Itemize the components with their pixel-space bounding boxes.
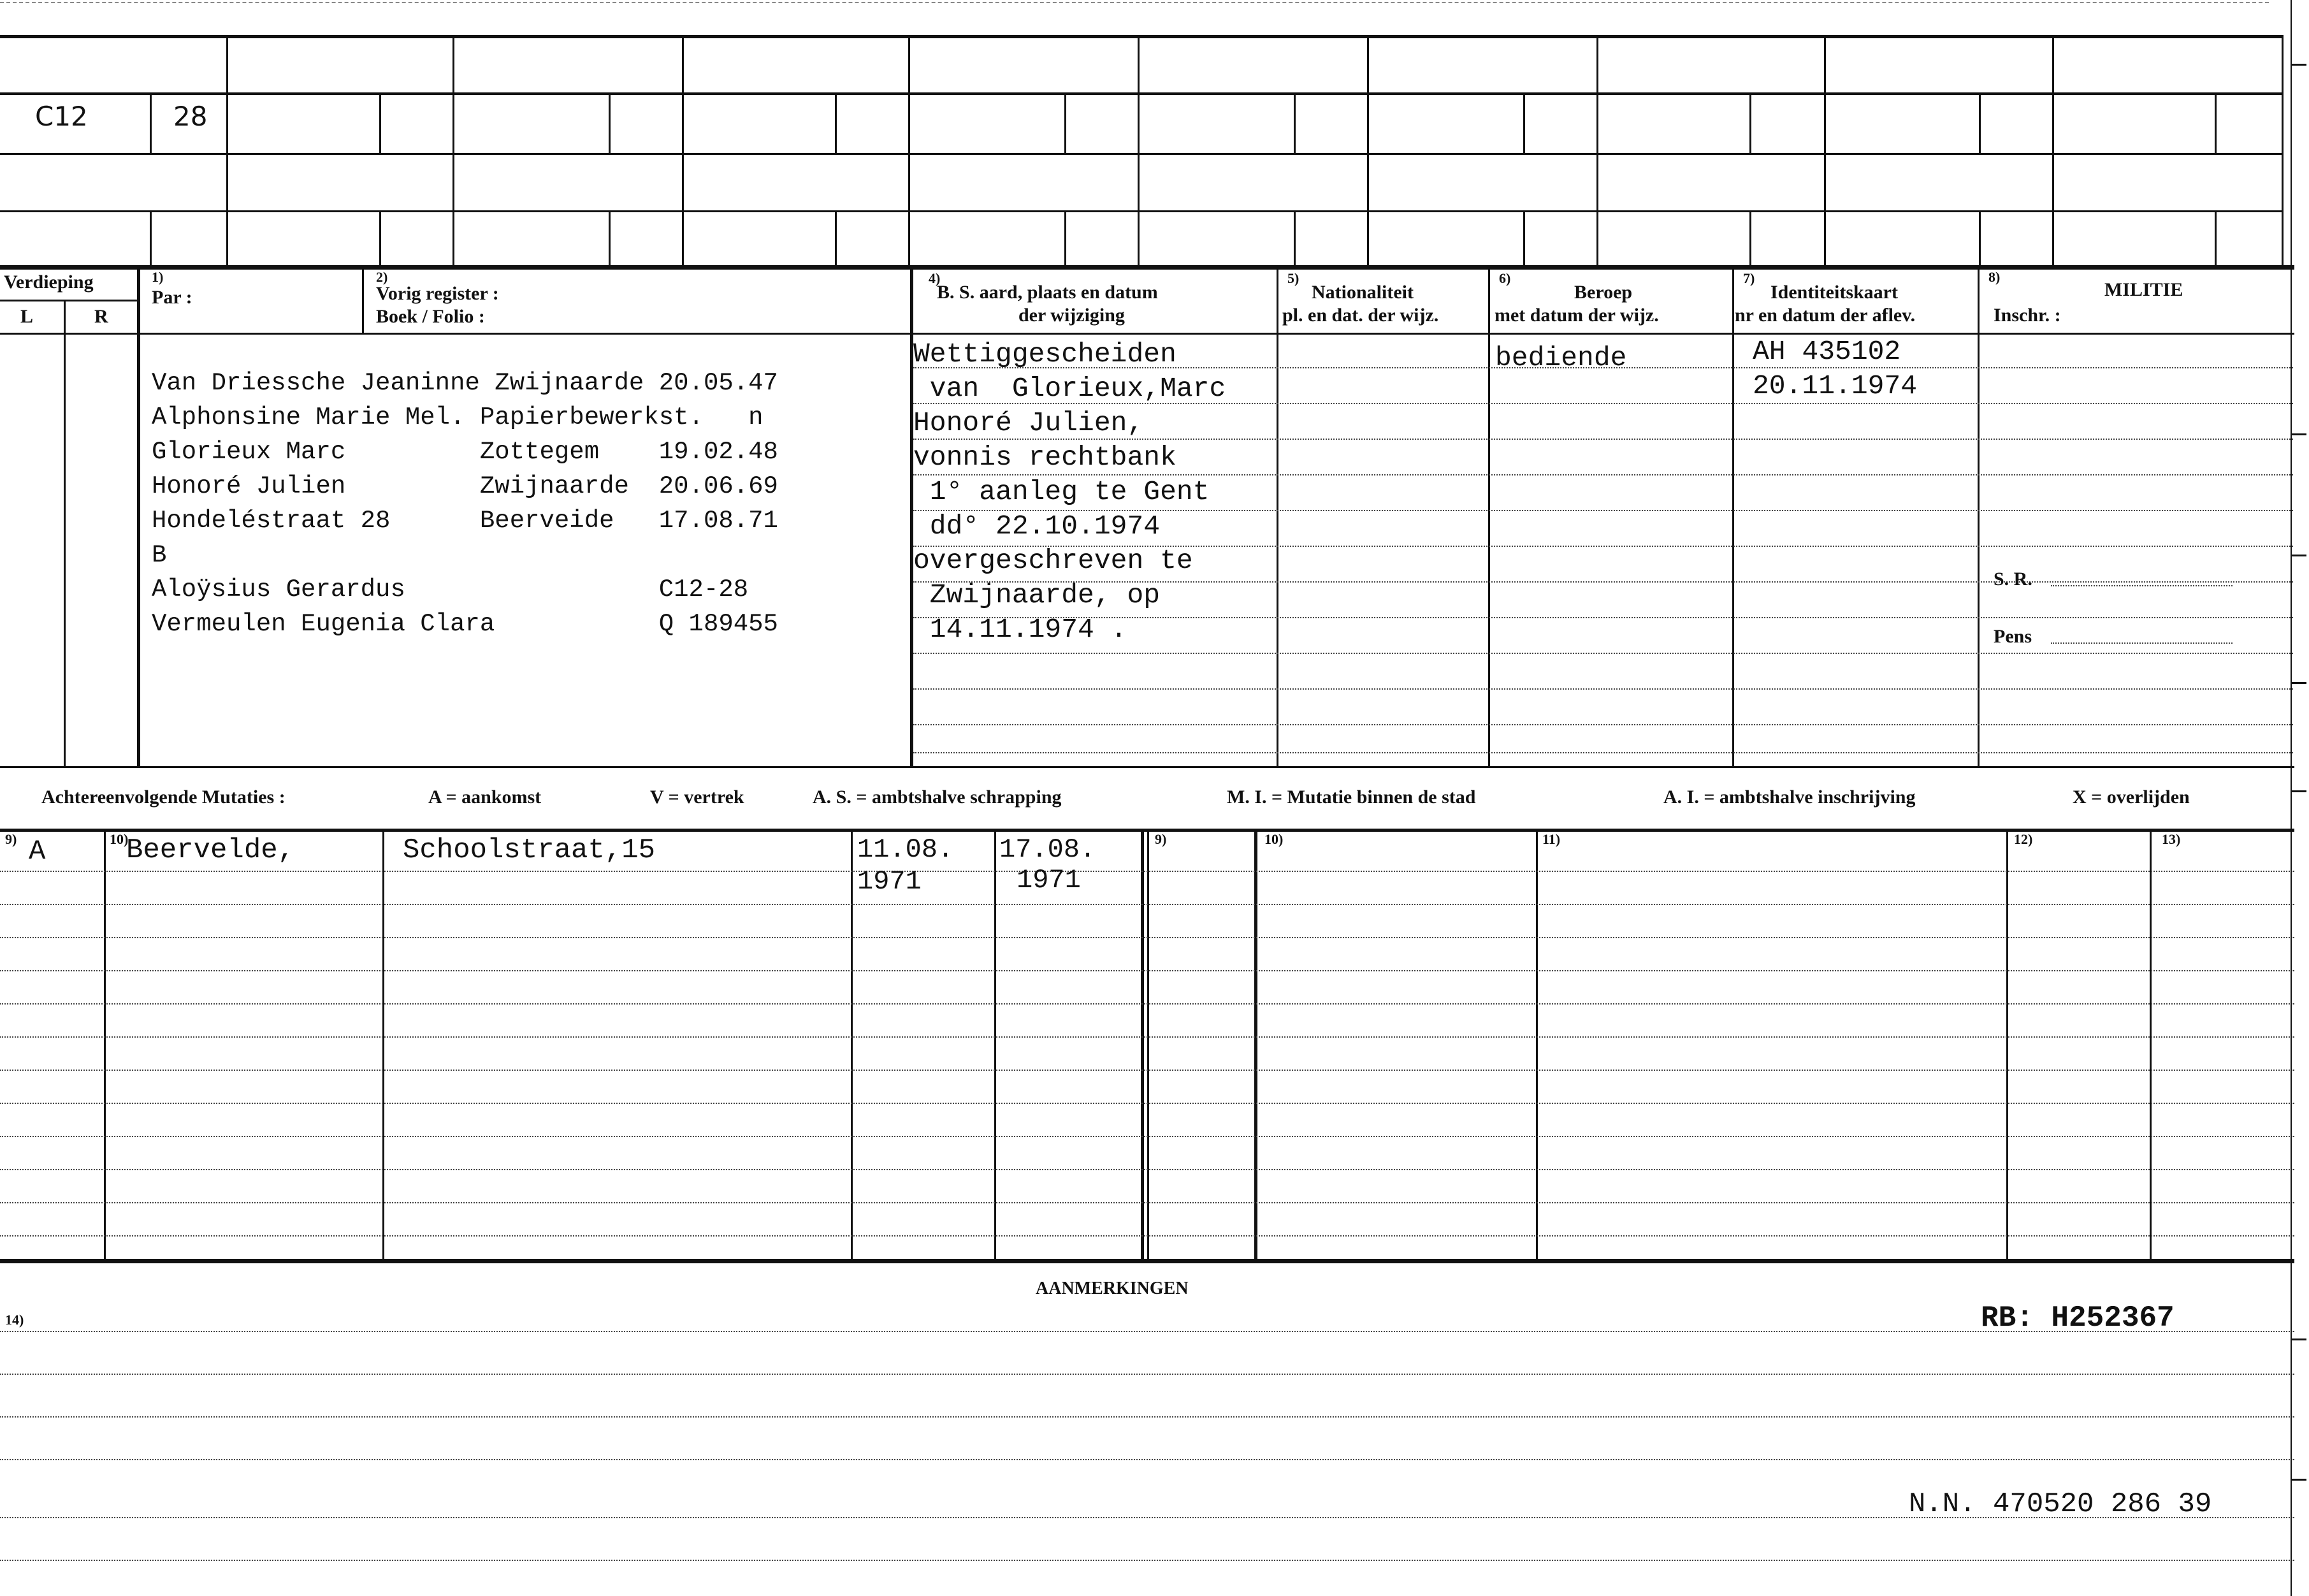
person-line: B <box>152 541 167 569</box>
legend-vertrek: V = vertrek <box>650 787 744 808</box>
col8-number: 8) <box>1988 269 2001 285</box>
person-line: Van Driessche Jeaninne Zwijnaarde 20.05.47 <box>152 369 778 397</box>
col2-number: 2) <box>376 269 388 285</box>
identiteitskaart-subheader: nr en datum der aflev. <box>1735 305 1916 326</box>
legend-ambtshalve-schrapping: A. S. = ambtshalve schrapping <box>813 787 1062 808</box>
mut-col9-number: 9) <box>5 831 17 847</box>
identiteitskaart-header: Identiteitskaart <box>1770 282 1898 303</box>
legend-overlijden: X = overlijden <box>2073 787 2190 808</box>
person-line: Honoré Julien Zwijnaarde 20.06.69 <box>152 472 778 500</box>
col7-number: 7) <box>1743 270 1755 286</box>
mut-col9b-number: 9) <box>1155 831 1167 847</box>
identity-card-number: AH 435102 <box>1753 336 1901 367</box>
col4-number: 4) <box>929 270 941 286</box>
mutations-title: Achtereenvolgende Mutaties : <box>41 787 286 808</box>
identity-card-date: 20.11.1974 <box>1753 370 1918 402</box>
mut-col12-number: 12) <box>2014 831 2033 847</box>
mutation-place: Beervelde, <box>126 834 295 866</box>
block-code: C12 <box>35 101 88 132</box>
person-line: Glorieux Marc Zottegem 19.02.48 <box>152 438 778 466</box>
civil-status-line: Wettiggescheiden <box>913 338 1176 370</box>
civil-status-line: 1° aanleg te Gent <box>913 476 1210 507</box>
beroep-subheader: met datum der wijz. <box>1495 305 1659 326</box>
nationaliteit-subheader: pl. en dat. der wijz. <box>1282 305 1439 326</box>
mut-col11-number: 11) <box>1542 831 1561 847</box>
par-label: Par : <box>152 287 192 308</box>
civil-status-line: Honoré Julien, <box>913 407 1144 439</box>
legend-ambtshalve-inschrijving: A. I. = ambtshalve inschrijving <box>1663 787 1916 808</box>
legend-mutatie-binnen: M. I. = Mutatie binnen de stad <box>1227 787 1476 808</box>
person-line: Hondeléstraat 28 Beerveide 17.08.71 <box>152 507 778 535</box>
civil-status-line: Zwijnaarde, op <box>913 579 1161 611</box>
rb-number: RB: H252367 <box>1981 1302 2175 1335</box>
mut-col13-number: 13) <box>2162 831 2181 847</box>
nn-number: N.N. 470520 286 39 <box>1909 1488 2212 1520</box>
remarks-number: 14) <box>5 1312 24 1328</box>
legend-aankomst: A = aankomst <box>428 787 542 808</box>
pens-label: Pens <box>1994 626 2032 647</box>
civil-status-line: dd° 22.10.1974 <box>913 511 1161 542</box>
floor-l-label: L <box>20 306 34 327</box>
col1-number: 1) <box>152 269 164 285</box>
civil-status-line: overgeschreven te <box>913 545 1193 576</box>
sr-label: S. R. <box>1994 569 2032 590</box>
boek-folio-label: Boek / Folio : <box>376 306 485 327</box>
floor-r-label: R <box>94 306 108 327</box>
col6-number: 6) <box>1499 270 1511 286</box>
mutation-street: Schoolstraat,15 <box>403 834 656 866</box>
remarks-title: AANMERKINGEN <box>1036 1279 1189 1298</box>
mutation-date1-year: 1971 <box>857 866 922 897</box>
col5-number: 5) <box>1287 270 1299 286</box>
inschr-label: Inschr. : <box>1994 305 2061 326</box>
person-line: Aloÿsius Gerardus C12-28 <box>152 576 749 604</box>
mutation-date2-day: 17.08. <box>999 834 1096 865</box>
mut-col10-number: 10) <box>110 831 129 847</box>
beroep-value: bediende <box>1495 342 1627 374</box>
bs-header-line1: B. S. aard, plaats en datum <box>937 282 1158 303</box>
civil-status-line: van Glorieux,Marc <box>913 373 1226 404</box>
person-line: Alphonsine Marie Mel. Papierbewerkst. n <box>152 403 764 432</box>
house-number: 28 <box>173 101 208 132</box>
beroep-header: Beroep <box>1574 282 1633 303</box>
civil-status-line: vonnis rechtbank <box>913 442 1176 473</box>
mut-col10b-number: 10) <box>1264 831 1284 847</box>
mutation-type: A <box>29 836 46 867</box>
bs-header-line2: der wijziging <box>1018 305 1125 326</box>
civil-status-line: 14.11.1974 . <box>913 614 1127 645</box>
nationaliteit-header: Nationaliteit <box>1312 282 1414 303</box>
mutation-date1-day: 11.08. <box>857 834 954 865</box>
militie-header: MILITIE <box>2104 279 2183 300</box>
mutation-date2-year: 1971 <box>1017 865 1081 896</box>
vorig-register-label: Vorig register : <box>376 283 499 304</box>
verdieping-label: Verdieping <box>4 272 94 293</box>
person-line: Vermeulen Eugenia Clara Q 189455 <box>152 610 778 638</box>
